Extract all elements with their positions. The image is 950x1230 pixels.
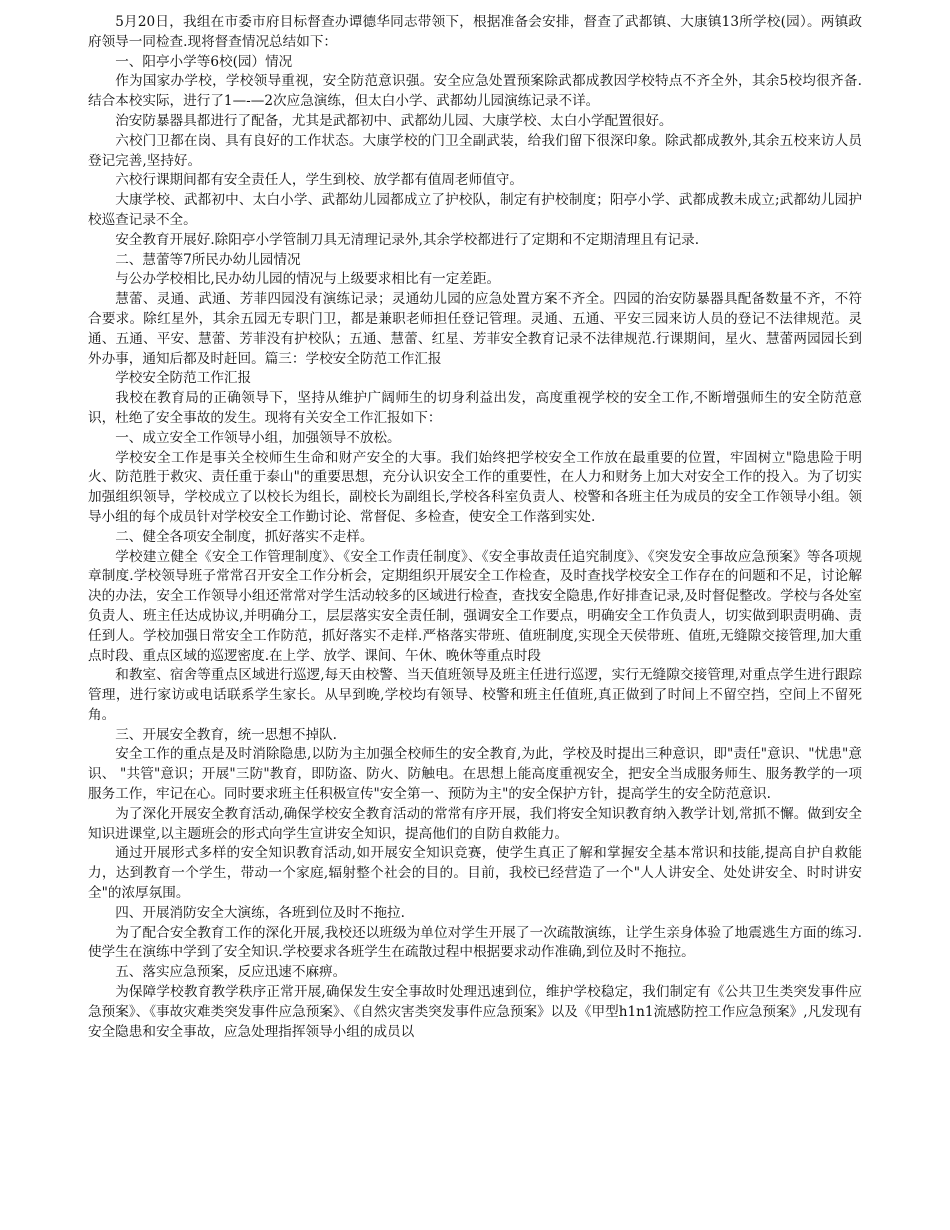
paragraph: 5月20日，我组在市委市府目标督查办谭德华同志带领下，根据准备会安排，督查了武都镇、大康镇13所学校(园）。两镇政府领导一同检查.现将督查情况总结如下：	[88, 14, 862, 50]
paragraph: 六校门卫都在岗、具有良好的工作状态。大康学校的门卫全副武装，给我们留下很深印象。除武都成教外,其余五校来访人员登记完善,坚持好。	[88, 132, 862, 169]
section-heading: 三、开展安全教育，统一思想不掉队.	[115, 726, 338, 743]
paragraph: 学校建立健全《安全工作管理制度》、《安全工作责任制度》、《安全事故责任追究制度》、《突发安全事故应急预案》等各项规章制度.学校领导班子常常召开安全工作分析会，定期组织开展安全工作检查，及时查找学校安全工作存在的问题和不足，讨论解决的办法，安全工作领导小组还常常对学生活动较多的区域进行检查，查找安全隐患,作好排查记录,及时督促整改。学校与各处室负责人、班主任达成协议,并明确分工，层层落实安全责任制，强调安全工作要点，明确安全工作负责人，切实做到职责明确、责任到人。学校加强日常安全工作防范，抓好落实不走样.严格落实带班、值班制度,实现全天侯带班、值班,无缝隙交接管理,加大重点时段、重点区域的巡逻密度.在上学、放学、课间、午休、晚休等重点时段	[88, 548, 862, 664]
paragraph: 和教室、宿舍等重点区域进行巡逻,每天由校警、当天值班领导及班主任进行巡逻，实行无缝隙交接管理,对重点学生进行跟踪管理，进行家访或电话联系学生家长。从早到晚,学校均有领导、校警和班主任值班,真正做到了时间上不留空挡，空间上不留死角。	[88, 667, 862, 723]
section-heading: 一、阳亭小学等6校(园）情况	[115, 53, 293, 70]
section-heading: 四、开展消防安全大演练，各班到位及时不拖拉.	[115, 904, 405, 921]
paragraph: 学校安全工作是事关全校师生生命和财产安全的大事。我们始终把学校安全工作放在最重要的位置，牢固树立"隐患险于明火、防范胜于救灾、责任重于泰山"的重要思想，充分认识安全工作的重要性，在人力和财务上加大对安全工作的投入。为了切实加强组织领导，学校成立了以校长为组长，副校长为副组长,学校各科室负责人、校警和各班主任为成员的安全工作领导小组。领导小组的每个成员针对学校安全工作勤讨论、常督促、多检查，使安全工作落到实处.	[88, 449, 862, 525]
paragraph: 安全教育开展好.除阳亭小学管制刀具无清理记录外,其余学校都进行了定期和不定期清理且有记录.	[115, 231, 700, 248]
paragraph: 通过开展形式多样的安全知识教育活动,如开展安全知识竞赛，使学生真正了解和掌握安全基本常识和技能,提高自护自救能力，达到教育一个学生，带动一个家庭,辐射整个社会的目的。目前，我校已经营造了一个"人人讲安全、处处讲安全、时时讲安全"的浓厚氛围。	[88, 845, 862, 902]
paragraph: 我校在教育局的正确领导下，坚持从维护广阔师生的切身利益出发，高度重视学校的安全工作,不断增强师生的安全防范意识，杜绝了安全事故的发生。现将有关安全工作汇报如下：	[88, 390, 862, 426]
paragraph: 安全工作的重点是及时消除隐患,以防为主加强全校师生的安全教育,为此，学校及时提出三种意识，即"责任"意识、"忧患"意识、 "共管"意识；开展"三防"教育，即防盗、防火、防触电。在思想上能高度重视安全，把安全当成服务师生、服务教学的一项服务工作，牢记在心。同时要求班主任积极宣传"安全第一、预防为主"的安全保护方针，提高学生的安全防范意识.	[88, 746, 862, 803]
document-body	[88, 13, 862, 1042]
paragraph: 六校行课期间都有安全责任人，学生到校、放学都有值周老师值守。	[115, 172, 523, 189]
document-title: 学校安全防范工作汇报	[115, 370, 252, 387]
paragraph: 慧蕾、灵通、武通、芳菲四园没有演练记录；灵通幼儿园的应急处置方案不齐全。四园的治安防暴器具配备数量不齐，不符合要求。除红星外，其余五园无专职门卫，都是兼职老师担任登记管理。灵通、五通、平安三园来访人员的登记不法律规范。灵通、五通、平安、慧蕾、芳菲没有护校队；五通、慧蕾、红星、芳菲安全教育记录不法律规范.行课期间，星火、慧蕾两园园长到外办事，通知后都及时赶回。篇三：学校安全防范工作汇报	[88, 291, 862, 367]
section-heading: 二、健全各项安全制度，抓好落实不走样。	[115, 528, 374, 545]
paragraph: 大康学校、武都初中、太白小学、武都幼儿园都成立了护校队，制定有护校制度；阳亭小学、武都成教未成立;武都幼儿园护校巡查记录不全。	[88, 192, 862, 228]
paragraph: 为了配合安全教育工作的深化开展,我校还以班级为单位对学生开展了一次疏散演练，让学生亲身体验了地震逃生方面的练习.使学生在演练中学到了安全知识.学校要求各班学生在疏散过程中根据要求动作准确,到位及时不拖拉。	[88, 924, 862, 961]
section-heading: 二、慧蕾等7所民办幼儿园情况	[115, 251, 301, 268]
paragraph: 为了深化开展安全教育活动,确保学校安全教育活动的常常有序开展，我们将安全知识教育纳入教学计划,常抓不懈。做到安全知识进课堂,以主题班会的形式向学生宣讲安全知识，提高他们的自防自救能力。	[88, 805, 862, 842]
paragraph: 治安防暴器具都进行了配备，尤其是武都初中、武都幼儿园、大康学校、太白小学配置很好。	[115, 112, 673, 129]
paragraph: 与公办学校相比,民办幼儿园的情况与上级要求相比有一定差距。	[115, 271, 501, 288]
paragraph: 作为国家办学校，学校领导重视，安全防范意识强。安全应急处置预案除武都成教因学校特点不齐全外，其余5校均很齐备.结合本校实际，进行了1—-—2次应急演练，但太白小学、武都幼儿园演练记录不详。	[88, 73, 862, 110]
paragraph: 为保障学校教育教学秩序正常开展,确保发生安全事故时处理迅速到位，维护学校稳定，我们制定有《公共卫生类突发事件应急预案》、《事故灾难类突发事件应急预案》、《自然灾害类突发事件应急预案》以及《甲型h1n1流感防控工作应急预案》,凡发现有安全隐患和安全事故，应急处理指挥领导小组的成员以	[88, 984, 862, 1040]
section-heading: 一、成立安全工作领导小组，加强领导不放松。	[115, 429, 401, 446]
section-heading: 五、落实应急预案，反应迅速不麻痹。	[115, 964, 347, 981]
